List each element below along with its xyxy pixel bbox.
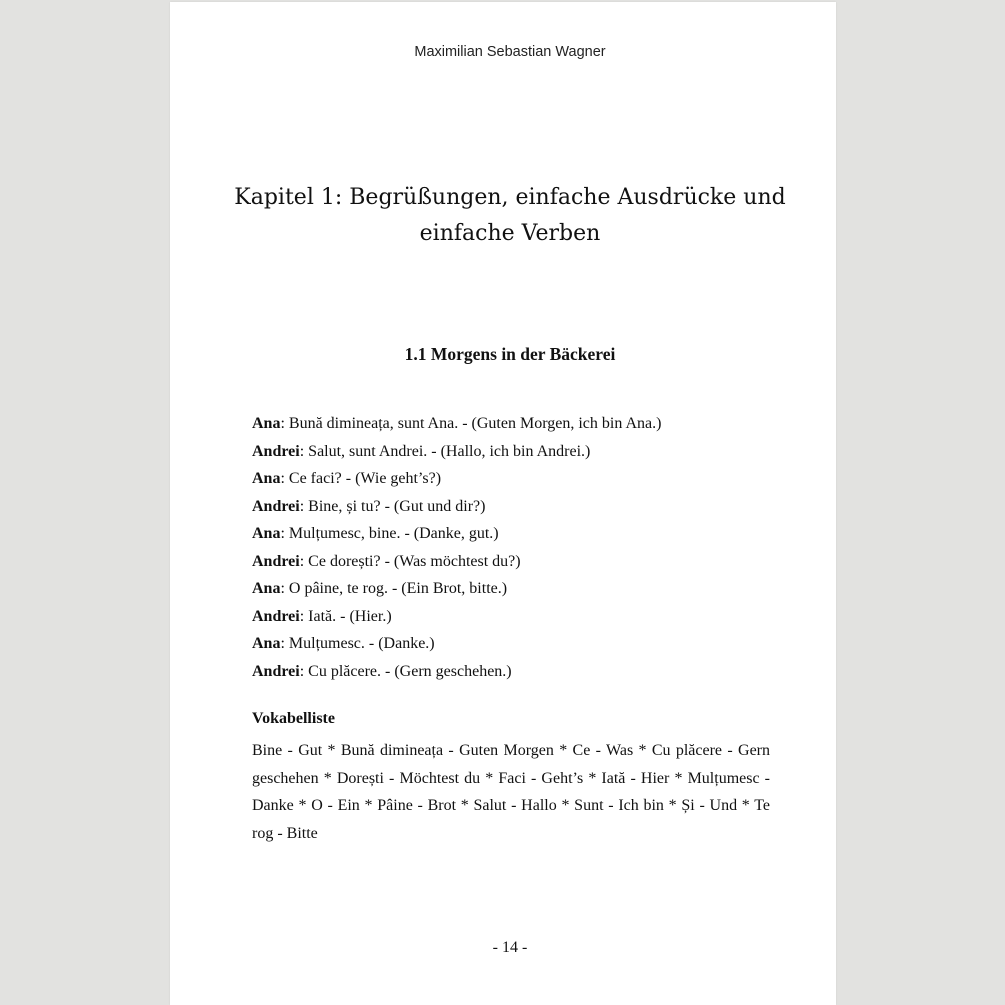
chapter-title-line-1: Kapitel 1: Begrüßungen, einfache Ausdrücke und [234,185,786,210]
dialogue-line [252,630,772,658]
dialogue-line [252,465,772,493]
speaker-name: Ana [252,470,281,487]
dialogue-line [252,438,772,466]
dialogue-line [252,603,772,631]
speaker-name: Andrei [252,552,300,570]
speaker-name: Andrei [252,662,300,680]
dialogue-text: : Iată. - (Hier.) [299,607,392,625]
dialogue-text: : Ce dorești? - (Was möchtest du?) [299,552,521,570]
vocab-heading: Vokabelliste [252,710,335,727]
speaker-name: Ana [252,635,281,652]
dialogue-text: : Mulțumesc, bine. - (Danke, gut.) [280,525,499,542]
section-title: 1.1 Morgens in der Bäckerei [404,344,616,364]
speaker-name: Ana [252,415,281,432]
dialogue-text: : Cu plăcere. - (Gern geschehen.) [299,662,512,680]
dialogue [252,410,772,685]
dialogue-text: : Ce faci? - (Wie geht’s?) [280,470,442,487]
dialogue-line [252,548,772,576]
chapter-title [170,180,850,252]
speaker-name: Andrei [252,607,300,625]
page-number: - 14 - [492,939,528,956]
speaker-name: Andrei [252,442,300,460]
dialogue-text: : O pâine, te rog. - (Ein Brot, bitte.) [280,580,508,597]
dialogue-line [252,493,772,521]
dialogue-text: : Salut, sunt Andrei. - (Hallo, ich bin Andrei.) [299,442,591,460]
dialogue-line [252,410,772,438]
running-header-author: Maximilian Sebastian Wagner [414,44,606,60]
chapter-title-line-2: einfache Verben [419,221,601,246]
speaker-name: Ana [252,580,281,597]
dialogue-text: : Mulțumesc. - (Danke.) [280,635,435,652]
dialogue-line [252,520,772,548]
dialogue-text: : Bine, și tu? - (Gut und dir?) [299,497,486,515]
speaker-name: Andrei [252,497,300,515]
dialogue-text: : Bună dimineața, sunt Ana. - (Guten Morgen, ich bin Ana.) [280,415,662,432]
dialogue-line [252,658,772,686]
speaker-name: Ana [252,525,281,542]
dialogue-line [252,575,772,603]
vocab-list: Bine - Gut * Bună dimineața - Guten Morgen * Ce - Was * Cu plăcere - Gern geschehen * Dorești - Möchtest du * Faci - Geht’s * Iată - Hier * Mulțumesc - Danke * O - Ein * Pâine - Brot * Salut - Hallo * Sunt - Ich bin * Și - Und * Te rog - Bitte [252,742,770,842]
book-page [170,2,836,1005]
